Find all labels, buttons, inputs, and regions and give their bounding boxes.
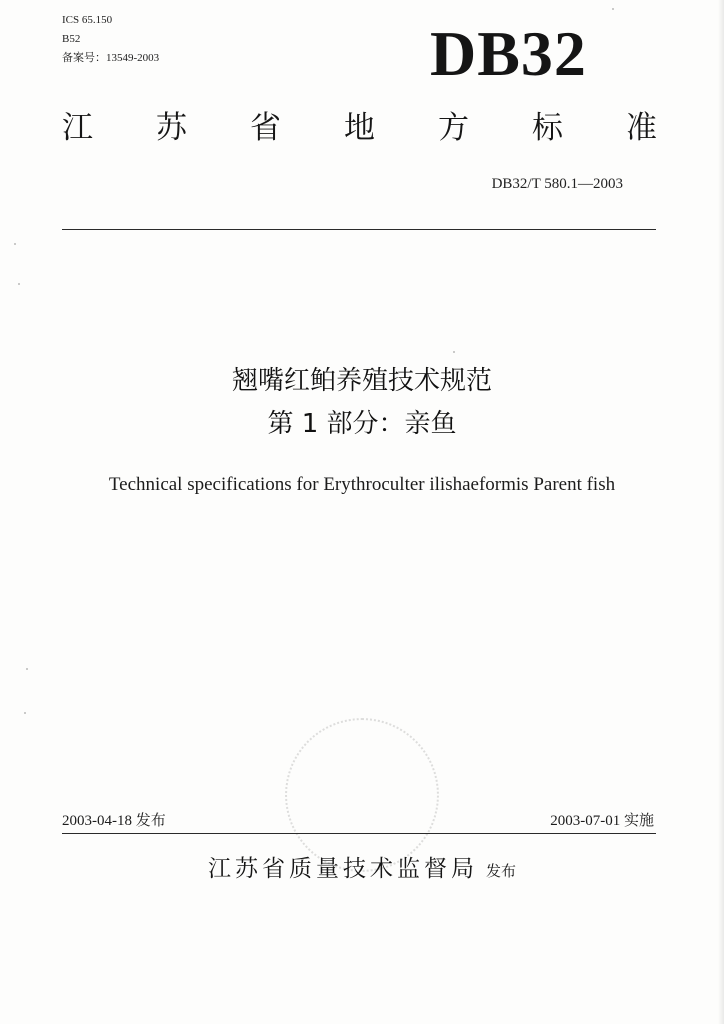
scan-speck — [453, 351, 455, 353]
title-en: Technical specifications for Erythroculter ilishaeformis Parent fish — [108, 474, 616, 495]
standard-type-heading — [62, 108, 657, 148]
scan-speck — [14, 243, 16, 245]
seal-watermark — [285, 718, 439, 872]
standard-number: DB32/T 580.1—2003 — [491, 176, 623, 192]
title-cn-part: 第 1 部分：亲鱼 — [267, 409, 457, 439]
filing-number: 备案号：13549-2003 — [62, 52, 160, 64]
db32-logo: DB32 — [430, 18, 587, 89]
ccs-code: B52 — [62, 33, 81, 45]
issue-date: 2003-04-18 发布 — [62, 813, 166, 829]
standard-type-char: 苏 — [156, 110, 187, 146]
title-cn-main: 翘嘴红鲌养殖技术规范 — [231, 366, 492, 396]
scan-speck — [612, 8, 614, 10]
standard-type-char: 地 — [344, 110, 375, 146]
implementation-date: 2003-07-01 实施 — [550, 813, 654, 829]
standard-type-char: 准 — [626, 110, 657, 146]
publisher-line — [0, 854, 724, 886]
ics-code: ICS 65.150 — [62, 14, 113, 26]
scan-speck — [26, 668, 28, 670]
scan-speck — [24, 712, 26, 714]
publisher-name: 江苏省质量技术监督局 — [207, 856, 478, 882]
standard-type-char: 江 — [62, 110, 93, 146]
scan-speck — [18, 283, 20, 285]
publish-label: 发布 — [485, 862, 516, 880]
scan-edge-shadow — [718, 0, 724, 1024]
bottom-divider — [62, 833, 656, 834]
standard-type-char: 方 — [438, 110, 469, 146]
top-divider — [62, 229, 656, 230]
standard-type-char: 省 — [250, 110, 281, 146]
standard-type-char: 标 — [532, 110, 563, 146]
